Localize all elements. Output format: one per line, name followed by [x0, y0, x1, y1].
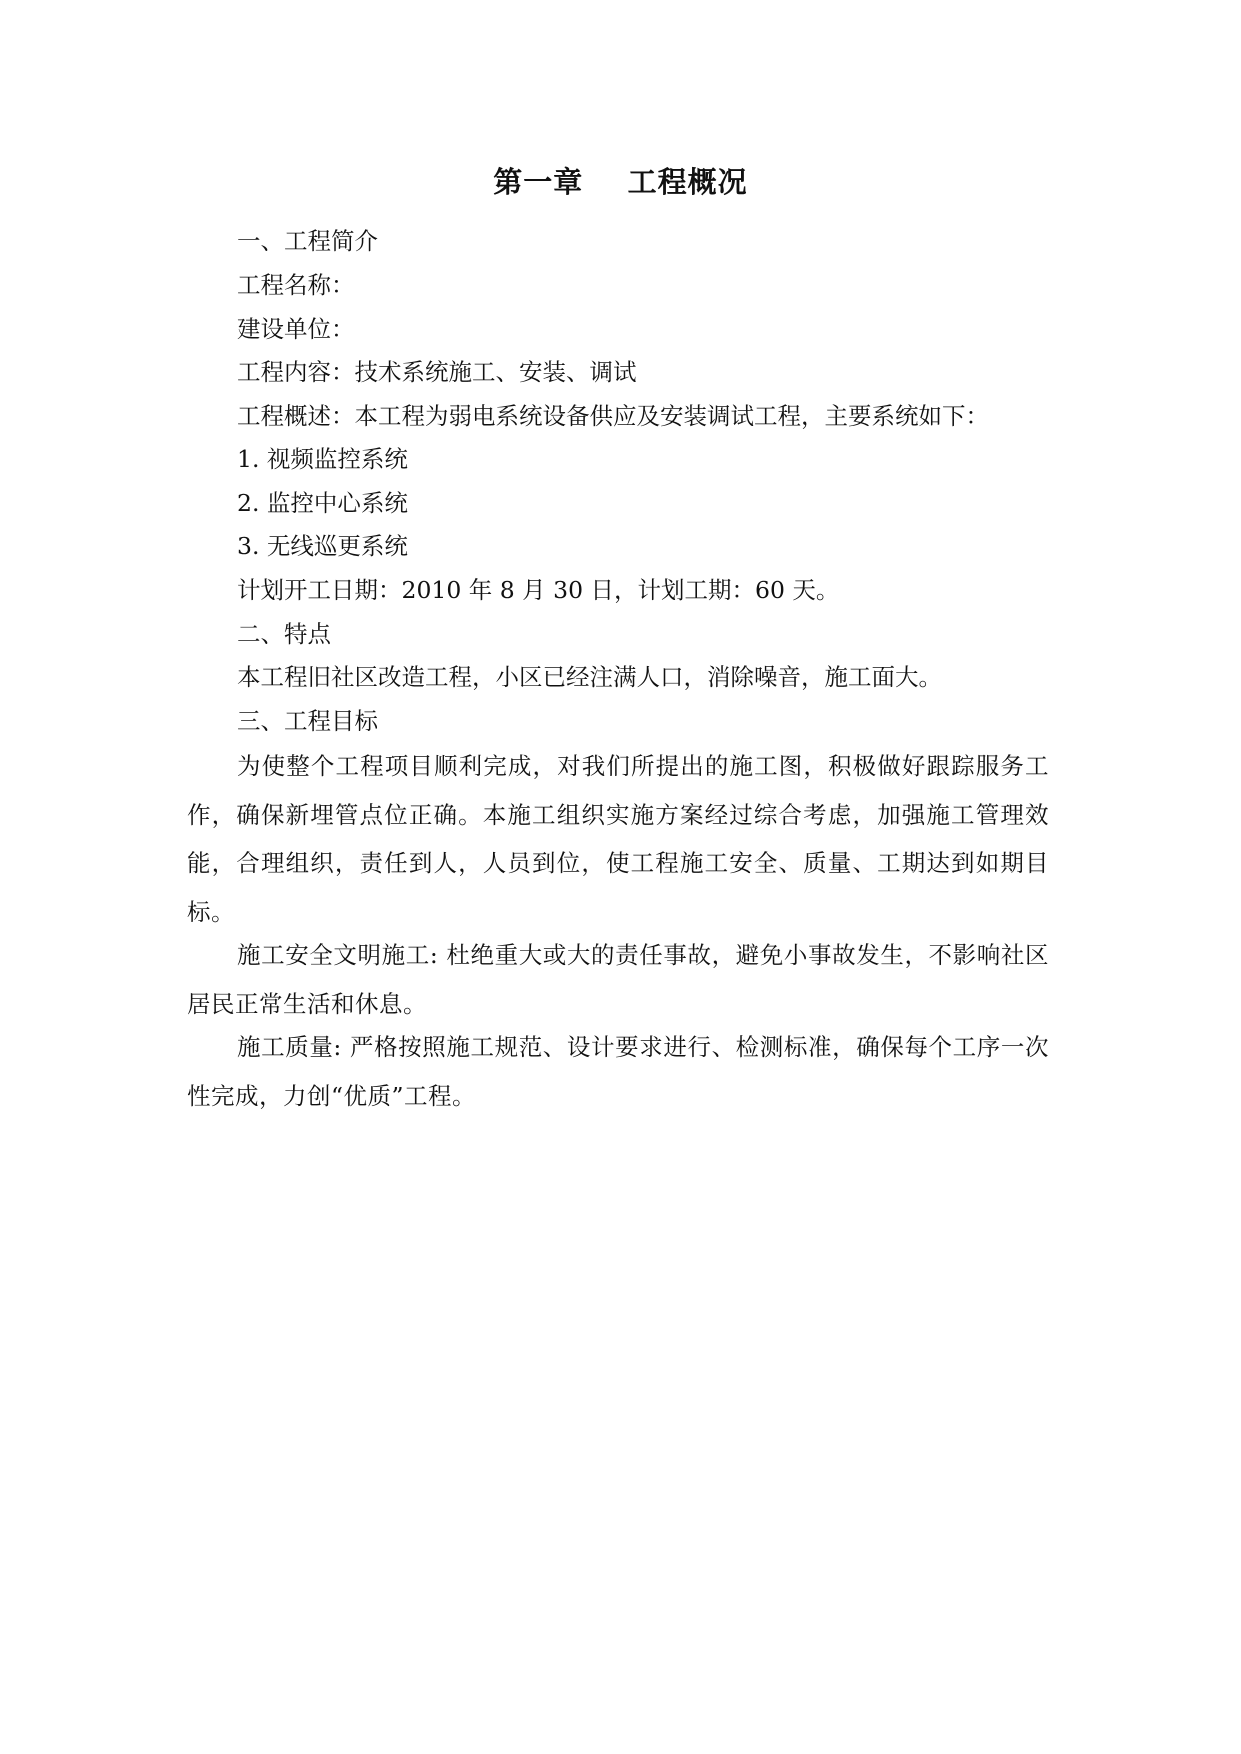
overview-line: 工程概述：本工程为弱电系统设备供应及安装调试工程，主要系统如下： [237, 402, 989, 430]
system-item: 2. 监控中心系统 [237, 489, 408, 517]
schedule-line: 计划开工日期：2010 年 8 月 30 日，计划工期：60 天。 [237, 576, 840, 604]
section-heading-features: 二、特点 [237, 620, 331, 648]
owner-line: 建设单位： [237, 315, 355, 343]
system-item: 3. 无线巡更系统 [237, 532, 408, 560]
system-item: 1. 视频监控系统 [237, 445, 408, 473]
goal-paragraph: 为使整个工程项目顺利完成，对我们所提出的施工图，积极做好跟踪服务工作，确保新埋管点位正确。本施工组织实施方案经过综合考虑，加强施工管理效能，合理组织，责任到人，人员到位，使工程施工安全、质量、工期达到如期目标。 [187, 752, 1049, 927]
content-line: 工程内容：技术系统施工、安装、调试 [237, 358, 637, 386]
section-heading-intro: 一、工程简介 [237, 227, 378, 255]
quality-paragraph: 施工质量: 严格按照施工规范、设计要求进行、检测标准，确保每个工序一次性完成，力创“优质”工程。 [187, 1033, 1049, 1110]
chapter-title: 第一章 工程概况 [493, 165, 748, 199]
section-heading-goals: 三、工程目标 [237, 707, 378, 735]
features-line: 本工程旧社区改造工程，小区已经注满人口，消除噪音，施工面大。 [237, 663, 942, 691]
safety-paragraph: 施工安全文明施工: 杜绝重大或大的责任事故，避免小事故发生，不影响社区居民正常生活和休息。 [187, 941, 1049, 1018]
project-name-line: 工程名称： [237, 271, 355, 299]
